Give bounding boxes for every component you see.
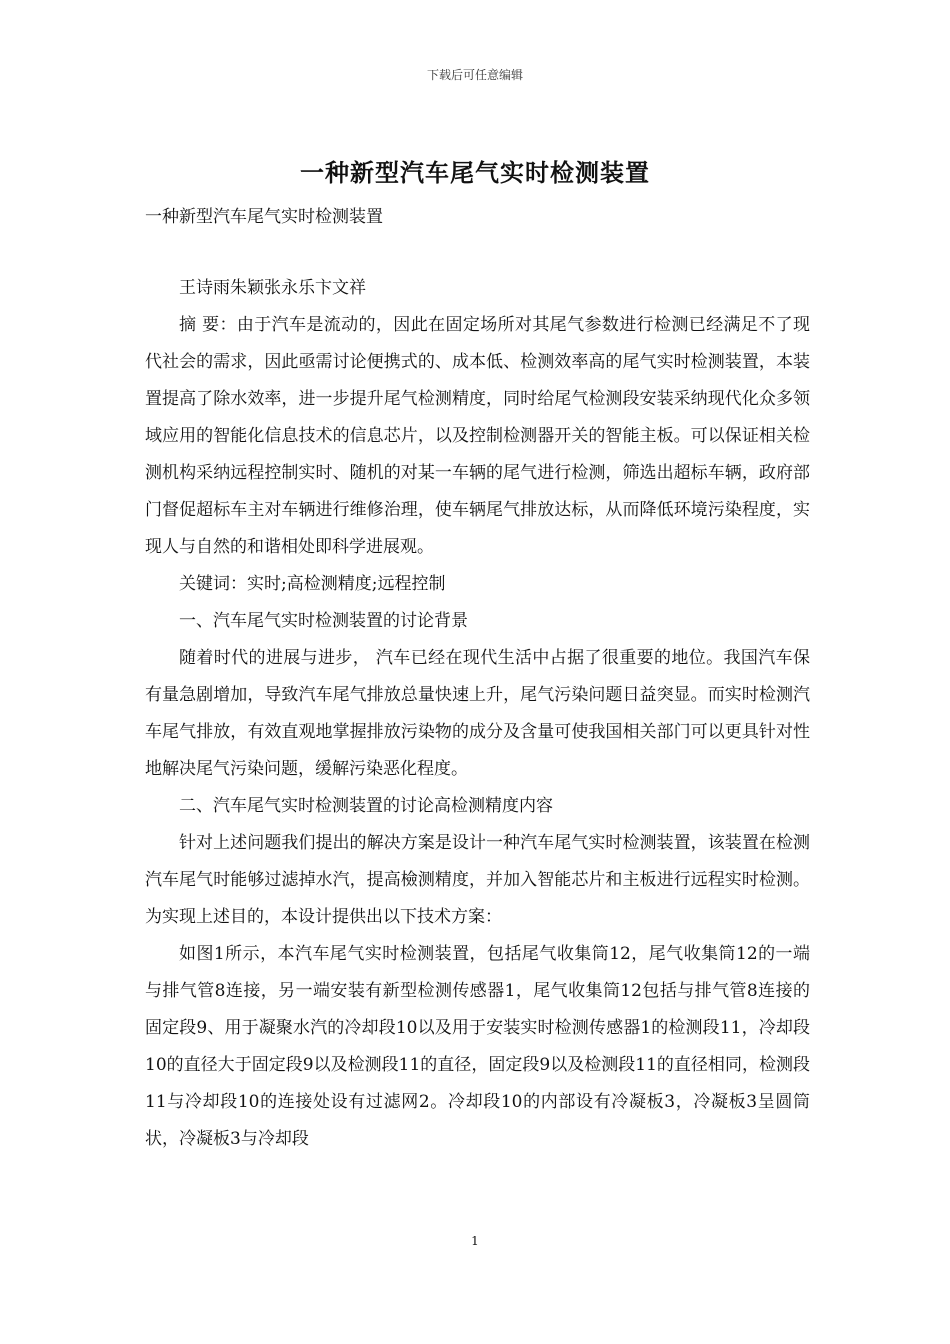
- abstract-paragraph: 摘 要：由于汽车是流动的，因此在固定场所对其尾气参数进行检测已经满足不了现代社会的需求，因此亟需讨论便携式的、成本低、检测效率高的尾气实时检测装置，本装置提高了除水效率，进一步提升尾气检测精度，同时给尾气检测段安装采纳现代化众多领域应用的智能化信息技术的信息芯片，以及控制检测器开关的智能主板。可以保证相关检测机构采纳远程控制实时、随机的对某一车辆的尾气进行检测，筛选出超标车辆，政府部门督促超标车主对车辆进行维修治理，使车辆尾气排放达标，从而降低环境污染程度，实现人与自然的和谐相处即科学进展观。: [145, 315, 810, 557]
- document-title: 一种新型汽车尾气实时检测装置: [300, 158, 650, 187]
- page-number: 1: [471, 1234, 479, 1248]
- body-paragraph: 如图1所示，本汽车尾气实时检测装置，包括尾气收集筒12，尾气收集筒12的一端与排气管8连接，另一端安装有新型检测传感器1，尾气收集筒12包括与排气管8连接的固定段9、用于凝聚水汽的冷却段10以及用于安装实时检测传感器1的检测段11，冷却段10的直径大于固定段9以及检测段11的直径，固定段9以及检测段11的直径相同，检测段11与冷却段10的连接处设有过滤网2。冷却段10的内部设有冷凝板3，冷凝板3呈圆筒状，冷凝板3与冷却段: [145, 944, 810, 1149]
- authors: 王诗雨朱颖张永乐卞文祥: [179, 278, 366, 298]
- keywords: 关键词：实时;高检测精度;远程控制: [179, 574, 446, 594]
- page-header: 下载后可任意编辑: [426, 68, 523, 82]
- body-paragraph: 随着时代的进展与进步， 汽车已经在现代生活中占据了很重要的地位。我国汽车保有量急剧增加，导致汽车尾气排放总量快速上升，尾气污染问题日益突显。而实时检测汽车尾气排放，有效直观地掌握排放污染物的成分及含量可使我国相关部门可以更具针对性地解决尾气污染问题，缓解污染恶化程度。: [145, 648, 810, 779]
- body-paragraph: 针对上述问题我们提出的解决方案是设计一种汽车尾气实时检测装置，该装置在检测汽车尾气时能够过滤掉水汽，提高檢测精度，并加入智能芯片和主板进行远程实时检测。为实现上述目的，本设计提供出以下技术方案：: [145, 833, 810, 927]
- document-subtitle: 一种新型汽车尾气实时检测装置: [145, 207, 383, 227]
- document-body: [145, 270, 810, 1158]
- section-heading-1: 一、汽车尾气实时检测装置的讨论背景: [179, 611, 468, 631]
- section-heading-2: 二、汽车尾气实时检测装置的讨论高检测精度内容: [179, 796, 553, 816]
